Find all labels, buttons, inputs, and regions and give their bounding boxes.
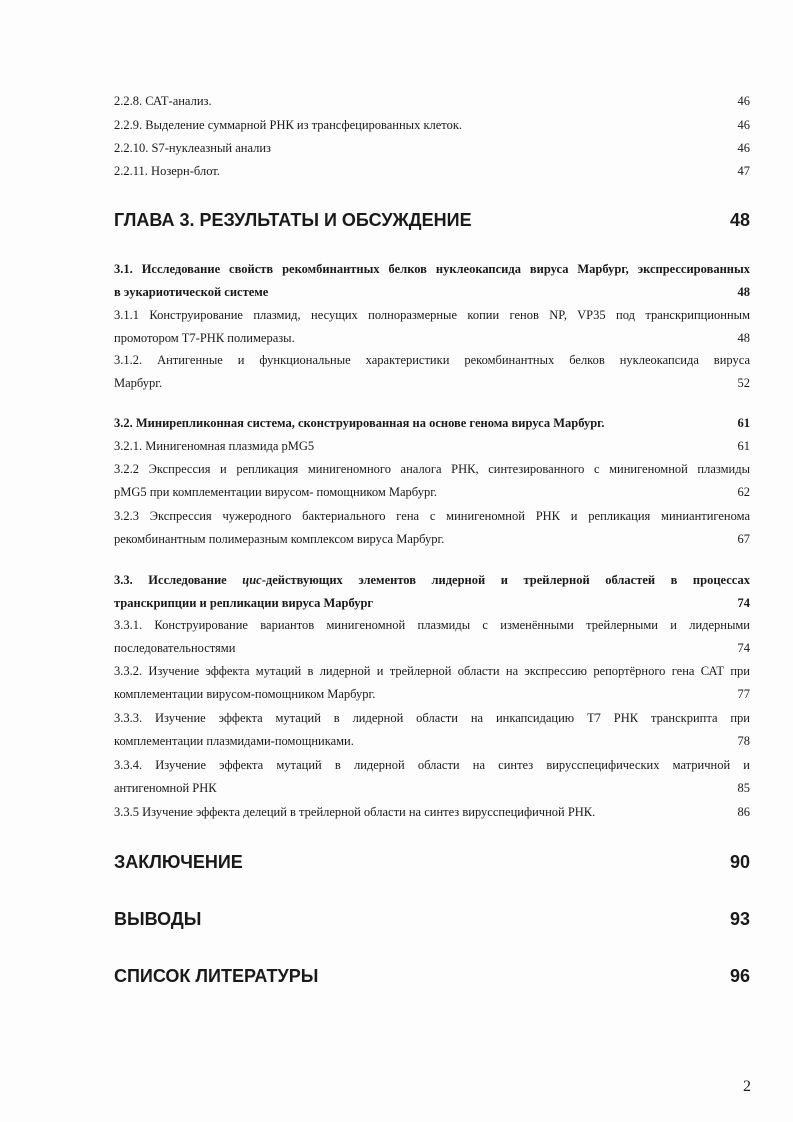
toc-line: антигеномной РНК xyxy=(114,781,217,795)
toc-entry-3-3-5 xyxy=(114,801,750,824)
toc-line-part: -действующих элементов лидерной и трейлерной областей в процессах xyxy=(261,573,750,587)
toc-entry-page: 52 xyxy=(737,376,750,390)
toc-line: комплементации плазмидами-помощниками. xyxy=(114,734,354,748)
toc-entry-2-2-11 xyxy=(114,160,750,183)
toc-entry-3-3-3 xyxy=(114,707,750,753)
toc-entry-title: 2.2.10. S7-нуклеазный анализ xyxy=(114,141,271,155)
toc-entry-3-2-3 xyxy=(114,505,750,551)
toc-entry-title: 2.2.11. Нозерн-блот. xyxy=(114,164,220,178)
toc-line xyxy=(114,569,750,592)
page-number: 2 xyxy=(743,1078,751,1095)
toc-entry-page: 61 xyxy=(737,416,750,430)
toc-entry-page: 46 xyxy=(737,118,750,132)
toc-entry-page: 62 xyxy=(737,485,750,499)
toc-entry-3-1-1 xyxy=(114,304,750,350)
toc-line: последовательностями xyxy=(114,641,236,655)
toc-line: 3.1. Исследование свойств рекомбинантных белков нуклеокапсида вируса Марбург, экспрессированных xyxy=(114,262,750,276)
toc-line: промотором Т7-РНК полимеразы. xyxy=(114,331,295,345)
chapter-title: ГЛАВА 3. РЕЗУЛЬТАТЫ И ОБСУЖДЕНИЕ xyxy=(114,210,472,230)
toc-line: 3.1.2. Антигенные и функциональные характеристики рекомбинантных белков нуклеокапсида вируса xyxy=(114,353,750,367)
toc-line: комплементации вирусом-помощником Марбург. xyxy=(114,687,376,701)
toc-line-part: 3.3. Исследование xyxy=(114,573,243,587)
toc-entry-page: 78 xyxy=(737,734,750,748)
toc-line: 3.2.2 Экспрессия и репликация минигеномного аналога РНК, синтезированного с минигеномной плазмиды xyxy=(114,462,750,476)
toc-line: рекомбинантным полимеразным комплексом вируса Марбург. xyxy=(114,532,445,546)
toc-entry-page: 74 xyxy=(737,641,750,655)
findings-heading xyxy=(114,909,750,930)
toc-entry-page: 48 xyxy=(737,331,750,345)
toc-entry-page: 46 xyxy=(737,94,750,108)
references-heading xyxy=(114,966,750,987)
toc-entry-page: 48 xyxy=(737,285,750,299)
toc-entry-title: 2.2.9. Выделение суммарной РНК из трансфецированных клеток. xyxy=(114,118,463,132)
toc-entry-3-2-1 xyxy=(114,435,750,458)
toc-line: pMG5 при комплементации вирусом- помощником Марбург. xyxy=(114,485,438,499)
chapter-page: 48 xyxy=(729,210,750,230)
toc-line: 3.3.4. Изучение эффекта мутаций в лидерной области на синтез вирусспецифических матричной и xyxy=(114,758,750,772)
toc-line: в эукариотической системе xyxy=(114,285,269,299)
chapter-page: 96 xyxy=(729,966,750,986)
toc-entry-page: 74 xyxy=(737,596,750,610)
toc-entry-3-2-2 xyxy=(114,458,750,504)
chapter-page: 90 xyxy=(729,852,750,872)
toc-entry-3-3-4 xyxy=(114,754,750,800)
toc-entry-3-1-2 xyxy=(114,349,750,395)
toc-entry-2-2-10 xyxy=(114,137,750,160)
toc-line: Марбург. xyxy=(114,376,163,390)
toc-entry-3-3-1 xyxy=(114,614,750,660)
toc-line: транскрипции и репликации вируса Марбург xyxy=(114,596,374,610)
toc-entry-title: 3.3.5 Изучение эффекта делеций в трейлерной области на синтез вирусспецифичной РНК. xyxy=(114,805,596,819)
toc-line: 3.2.3 Экспрессия чужеродного бактериального гена с минигеномной РНК и репликация миниантигенома xyxy=(114,509,750,523)
chapter-page: 93 xyxy=(729,909,750,929)
toc-line: 3.3.1. Конструирование вариантов минигеномной плазмиды с изменёнными трейлерными и лидерными xyxy=(114,618,750,632)
toc-entry-3-3-2 xyxy=(114,660,750,706)
toc-entry-title: 3.2. Минирепликонная система, сконструированная на основе генома вируса Марбург. xyxy=(114,416,605,430)
toc-line: 3.3.2. Изучение эффекта мутаций в лидерной и трейлерной области на экспрессию репортёрного гена САТ при xyxy=(114,664,750,678)
toc-entry-page: 86 xyxy=(737,805,750,819)
toc-entry-page: 47 xyxy=(737,164,750,178)
toc-section-3-3 xyxy=(114,569,750,615)
toc-entry-page: 61 xyxy=(737,439,750,453)
toc-entry-2-2-8 xyxy=(114,90,750,113)
conclusion-heading xyxy=(114,852,750,873)
toc-entry-title: 2.2.8. САТ-анализ. xyxy=(114,94,212,108)
chapter-3-heading xyxy=(114,210,750,231)
toc-line-italic: цис xyxy=(242,573,262,587)
toc-entry-page: 67 xyxy=(737,532,750,546)
toc-entry-title: 3.2.1. Минигеномная плазмида pMG5 xyxy=(114,439,315,453)
toc-section-3-2 xyxy=(114,412,750,435)
chapter-title: ЗАКЛЮЧЕНИЕ xyxy=(114,852,243,872)
toc-entry-page: 77 xyxy=(737,687,750,701)
chapter-title: ВЫВОДЫ xyxy=(114,909,202,929)
toc-entry-2-2-9 xyxy=(114,114,750,137)
toc-entry-page: 46 xyxy=(737,141,750,155)
toc-section-3-1 xyxy=(114,258,750,304)
toc-line: 3.1.1 Конструирование плазмид, несущих полноразмерные копии генов NP, VP35 под транскрипционным xyxy=(114,308,750,322)
chapter-title: СПИСОК ЛИТЕРАТУРЫ xyxy=(114,966,319,986)
toc-entry-page: 85 xyxy=(737,781,750,795)
toc-line: 3.3.3. Изучение эффекта мутаций в лидерной области на инкапсидацию Т7 РНК транскрипта при xyxy=(114,711,750,725)
